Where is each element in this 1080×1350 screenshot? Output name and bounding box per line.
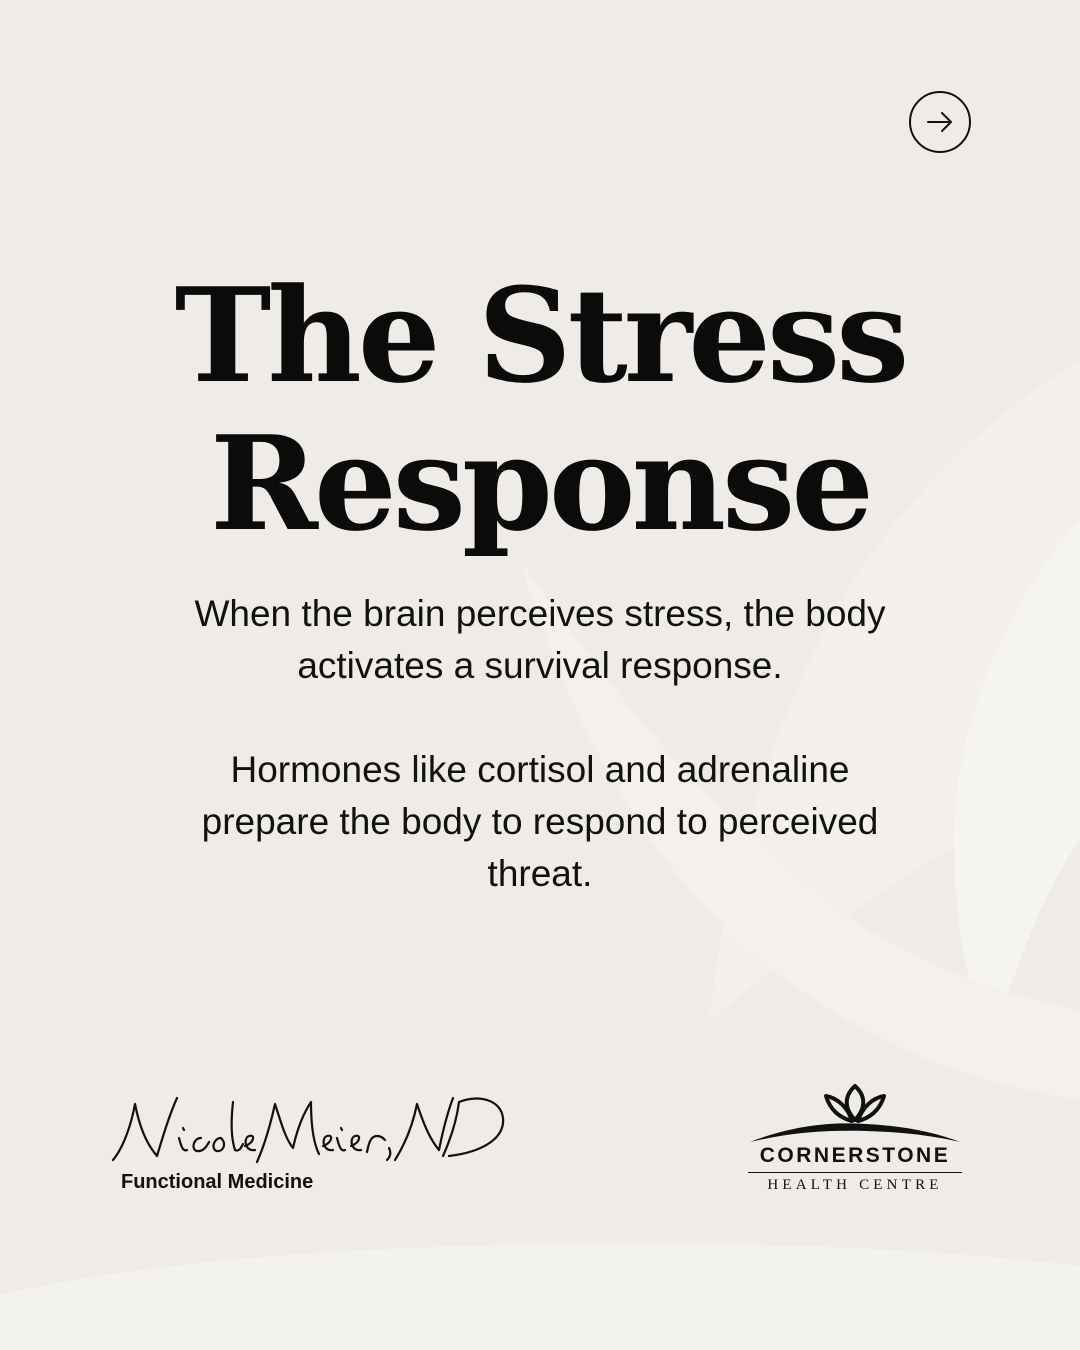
- brand-tagline: HEALTH CENTRE: [767, 1177, 943, 1193]
- body-paragraph-1: When the brain perceives stress, the body activates a survival response.: [194, 593, 886, 686]
- page-title: [90, 259, 990, 560]
- brand-name: CORNERSTONE: [748, 1144, 962, 1173]
- body-paragraph-2: Hormones like cortisol and adrenaline prepare the body to respond to perceived threat.: [201, 749, 879, 894]
- body-text: [180, 588, 900, 900]
- arrow-right-icon: [924, 106, 956, 138]
- brand-logo: [748, 1078, 962, 1196]
- author-specialty: Functional Medicine: [121, 1171, 314, 1193]
- title-line-1: The Stress: [174, 259, 906, 412]
- next-slide-button[interactable]: [909, 91, 971, 153]
- title-line-2: Response: [210, 407, 870, 560]
- lotus-icon: [748, 1078, 962, 1146]
- author-signature: [105, 1090, 515, 1170]
